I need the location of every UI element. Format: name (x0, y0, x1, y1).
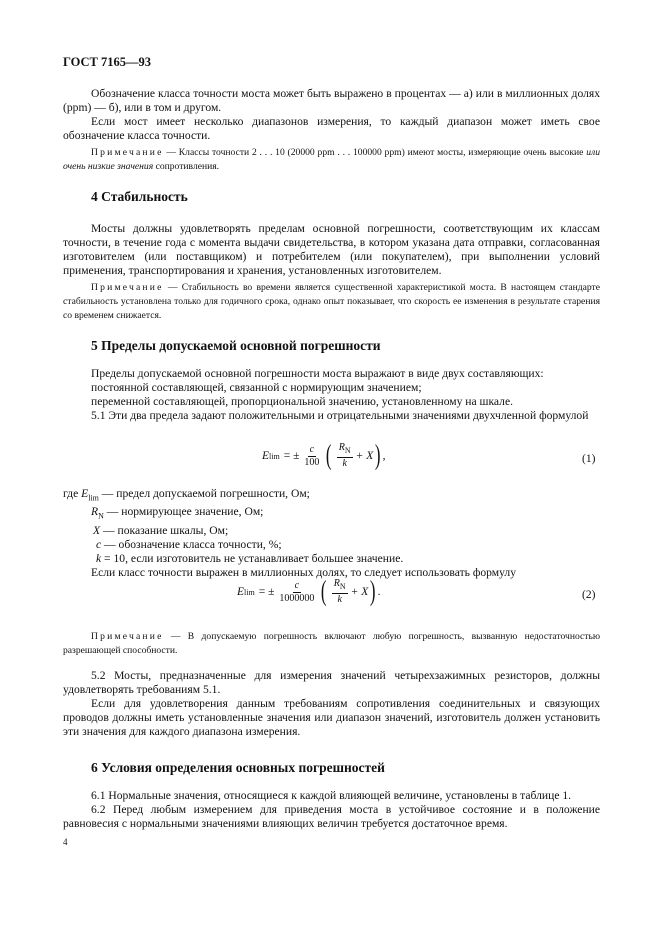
numerator: R (338, 442, 345, 453)
where-item (63, 552, 600, 566)
paragraph: 5.1 Эти два предела задают положительными и отрицательными значениями двухчленной формулой (91, 409, 589, 422)
section-4-heading: 4 Стабильность (91, 189, 188, 204)
paragraph: 5.2 Мосты, предназначенные для измерения значений четырехзажимных резисторов, должны удовлетворять требованиям 5.1. (63, 669, 600, 696)
symbol: c (96, 537, 102, 551)
paragraph: 6.1 Нормальные значения, относящиеся к каждой влияющей величине, установлены в таблице 1. (91, 789, 572, 802)
left-paren: ( (321, 576, 327, 607)
paragraph: Если мост имеет несколько диапазонов измерения, то каждый диапазон может иметь свое обозначение класса точности. (63, 115, 600, 142)
formula-subscript: N (344, 446, 351, 455)
left-paren: ( (326, 440, 332, 471)
formula-symbol: E (262, 450, 270, 462)
formula-operator: = ± (258, 586, 275, 598)
symbol: E (81, 487, 89, 500)
formula-punct: . (377, 586, 381, 598)
page-number: 4 (63, 837, 68, 847)
note-italic: или очень низкие значения (63, 147, 600, 172)
numerator: R (333, 578, 340, 589)
denominator: k (337, 594, 342, 605)
section-6-body (63, 789, 600, 831)
denominator: 1000000 (279, 592, 315, 604)
note (63, 281, 600, 323)
where-list (63, 487, 600, 580)
formula-2 (237, 578, 380, 606)
formula-term: + X (355, 450, 374, 462)
paragraph: Обозначение класса точности моста может быть выражено в процентах — а) или в миллионных долях (ppm) — б), или в том и другом. (63, 87, 600, 114)
note-text: — В допускаемую погрешность включают любую погрешность, вызванную недостаточностью разрешающей способности. (63, 631, 600, 656)
denominator: k (342, 458, 347, 469)
numerator: c (294, 579, 300, 591)
section-5-intro (63, 367, 600, 423)
formula-1 (262, 442, 385, 470)
note-text: — Классы точности 2 . . . 10 (20000 ppm . . . 100000 ppm) имеют мосты, измеряющие очень высокие (163, 147, 587, 158)
paragraph-line: постоянной составляющей, связанной с нормирующим значением; (91, 381, 422, 394)
note-text: сопротивления. (153, 161, 220, 172)
definition: — показание шкалы, Ом; (100, 523, 229, 537)
formula-subscript: lim (269, 451, 280, 461)
fraction (302, 444, 321, 469)
where-item (63, 505, 600, 523)
where-item (63, 487, 600, 505)
symbol: R (91, 505, 99, 519)
section-5-2 (63, 669, 600, 739)
where-item (63, 538, 600, 552)
numerator: c (309, 443, 315, 455)
where-prefix: где (63, 487, 82, 500)
formula-term: + X (350, 586, 369, 598)
definition: — обозначение класса точности, %; (101, 537, 282, 551)
paragraph-line: переменной составляющей, пропорциональной значению, установленному на шкале. (91, 395, 514, 408)
formula-punct: , (382, 450, 386, 462)
note-label: Примечание (91, 631, 164, 642)
definition: — нормирующее значение, Ом; (103, 505, 264, 519)
fraction (332, 578, 348, 606)
subscript: lim (88, 493, 99, 503)
symbol: k (96, 551, 102, 565)
where-item (63, 524, 600, 538)
note (63, 146, 600, 174)
fraction (277, 580, 316, 605)
paragraph: Если для удовлетворения данным требованиям сопротивления соединительных и связующих проводов должны иметь установленные значения или диапазон значений, изготовитель должен установить эти значения для каждого диапазона измерения. (63, 697, 600, 738)
definition: = 10, если изготовитель не устанавливает большее значение. (101, 551, 404, 565)
subscript: N (98, 511, 104, 521)
right-paren: ) (375, 440, 381, 471)
paragraph: 6.2 Перед любым измерением для приведения моста в устойчивое состояние и в положение равновесия с нормальными значениями влияющих величин требуется достаточное время. (63, 803, 600, 830)
note (63, 630, 600, 658)
note-label: Примечание (91, 147, 164, 158)
definition: — предел допускаемой погрешности, Ом; (98, 487, 310, 500)
note-label: Примечание (91, 282, 164, 293)
fraction (337, 442, 353, 470)
formula-symbol: E (237, 586, 245, 598)
section-4-body (63, 222, 600, 323)
equation-number: (2) (582, 589, 596, 601)
denominator: 100 (304, 456, 320, 468)
paragraph: Если класс точности выражен в миллионных долях, то следует использовать формулу (91, 565, 516, 579)
note-text: — Стабильность во времени является существенной характеристикой моста. В настоящем стандарте стабильность установлена только для годичного срока, однако опыт показывает, что скорость ее изменения в результате старения со временем снижается. (63, 282, 600, 321)
section-5-note (63, 630, 600, 658)
formula-operator: = ± (283, 450, 300, 462)
formula-subscript: N (339, 582, 346, 591)
document-header: ГОСТ 7165—93 (63, 55, 152, 69)
intro-block (63, 87, 600, 174)
symbol: X (93, 523, 101, 537)
equation-number: (1) (582, 453, 596, 465)
section-5-heading: 5 Пределы допускаемой основной погрешности (91, 338, 381, 353)
section-6-heading: 6 Условия определения основных погрешностей (91, 760, 385, 775)
paragraph: Мосты должны удовлетворять пределам основной погрешности, соответствующим их классам точности, в течение года с момента выдачи свидетельства, в котором указана дата отправки, согласованная изготовителем (или поставщиком) и потребителем (или покупателем), при выполнении условий применения, транспортирования и хранения, установленных изготовителем. (63, 222, 600, 277)
paragraph-line: Пределы допускаемой основной погрешности моста выражают в виде двух составляющих: (91, 367, 544, 380)
right-paren: ) (370, 576, 376, 607)
formula-subscript: lim (244, 587, 255, 597)
